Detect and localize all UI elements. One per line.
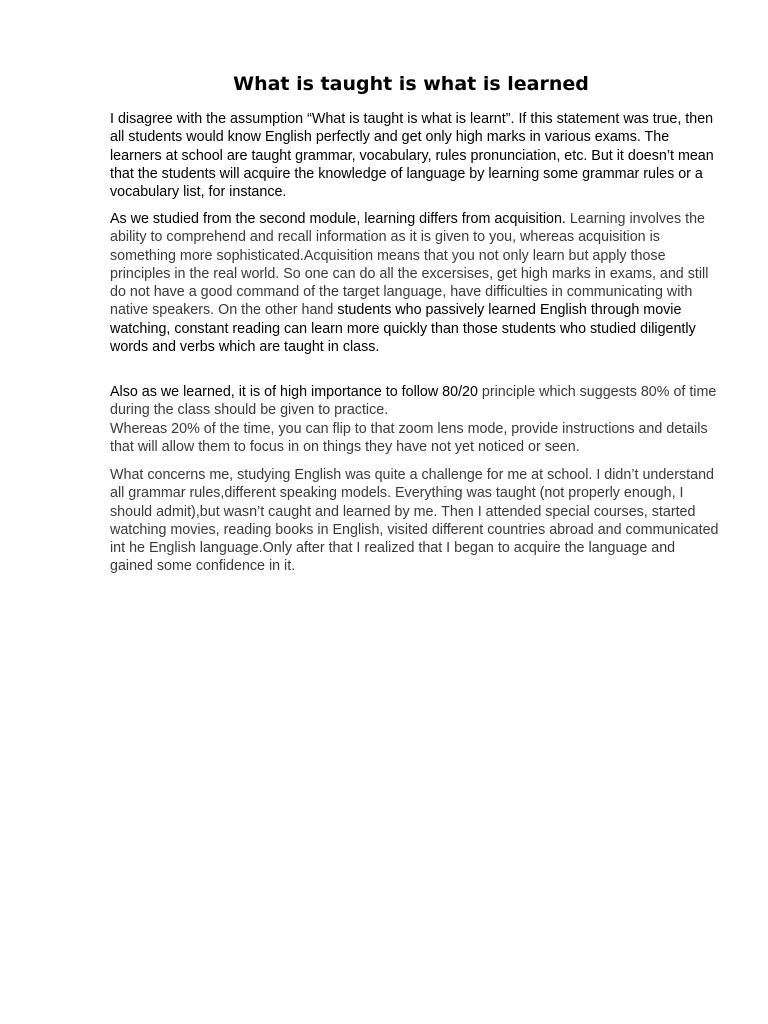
paragraph-2-part-1: As we studied from the second module, learning differs from acquisition.	[110, 211, 570, 227]
paragraph-3	[110, 383, 720, 456]
paragraph-1: I disagree with the assumption “What is taught is what is learnt”. If this statement was true, then all students would know English perfectly and get only high marks in various exams. The learners at school are taught grammar, vocabulary, rules pronunciation, etc. But it doesn’t mean that the students will acquire the knowledge of language by learning some grammar rules or a vocabulary list, for instance.	[110, 111, 714, 201]
paragraph-2	[110, 210, 720, 356]
paragraph-3-part-1: Also as we learned, it is of high importance to follow 80/20	[110, 384, 482, 400]
paragraph-4: What concerns me, studying English was quite a challenge for me at school. I didn’t understand all grammar rules,different speaking models. Everything was taught (not properly enough, I should admit),but wasn’t caught and learned by me. Then I attended special courses, started watching movies, reading books in English, visited different countries abroad and communicated int he English language.Only after that I realized that I began to acquire the language and gained some confidence in it.	[110, 467, 719, 575]
paragraph-2-part-2: Learning involves the ability to comprehend and recall information as it is given to you, whereas acquisition is something more sophisticated.Acquisition means that you not only learn but apply those principles in the real world. So one can do all the excersises, get high marks in exams, and still do not have a good command of the target language, have difficulties in communicating with native speakers. On the other hand	[110, 211, 709, 319]
document-title: What is taught is what is learned	[233, 73, 589, 95]
paragraph-2-part-3: students who passively learned English through movie watching, constant reading can learn more quickly than those students who studied diligently words and verbs which are taught in class.	[110, 302, 696, 356]
paragraph-3-part-2: principle which suggests 80% of time during the class should be given to practice.	[110, 384, 717, 419]
paragraph-3-line-2: Whereas 20% of the time, you can flip to that zoom lens mode, provide instructions and details that will allow them to focus in on things they have not yet noticed or seen.	[110, 420, 708, 455]
